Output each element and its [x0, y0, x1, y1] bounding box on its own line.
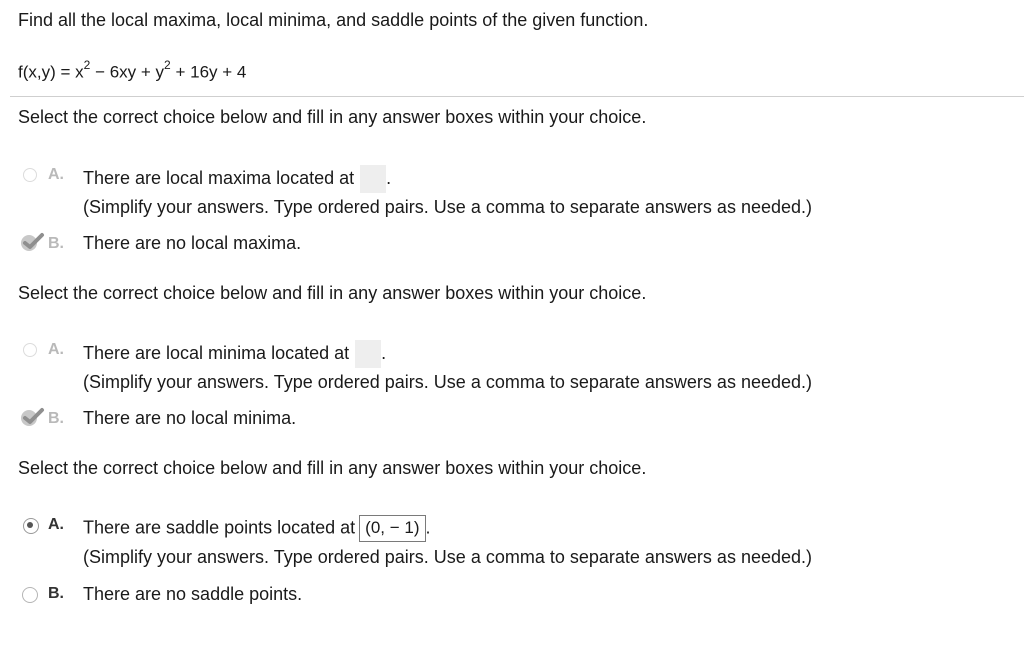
answer-box-minima[interactable] [355, 340, 381, 368]
period-saddle: . [425, 517, 431, 538]
radio-maxima-b[interactable] [20, 232, 48, 252]
period-minima: . [381, 342, 387, 363]
radio-maxima-a[interactable] [23, 168, 37, 182]
option-letter-saddle-b: B. [48, 585, 64, 602]
instruction-saddle: Select the correct choice below and fill in any answer boxes within your choice. [18, 458, 647, 478]
function-suffix: + 16y + 4 [170, 62, 247, 82]
option-text-saddle-a: There are saddle points located at [83, 517, 356, 538]
option-letter-minima-a: A. [48, 341, 64, 358]
option-maxima-a [83, 165, 391, 193]
answer-box-maxima[interactable] [360, 165, 386, 193]
option-minima-b: There are no local minima. [83, 408, 297, 428]
function-expression [18, 60, 246, 83]
option-maxima-b: There are no local maxima. [83, 233, 302, 253]
radio-minima-b[interactable] [20, 407, 48, 427]
option-text-maxima-a: There are local maxima located at [83, 167, 355, 188]
option-letter-maxima-a: A. [48, 166, 64, 183]
option-letter-minima-b: B. [48, 410, 64, 427]
option-saddle-a [83, 515, 431, 542]
option-letter-saddle-a: A. [48, 516, 64, 533]
check-icon [20, 232, 48, 252]
hint-saddle: (Simplify your answers. Type ordered pairs. Use a comma to separate answers as needed.) [83, 547, 812, 567]
radio-saddle-b[interactable] [22, 587, 38, 603]
hint-maxima: (Simplify your answers. Type ordered pairs. Use a comma to separate answers as needed.) [83, 197, 812, 217]
option-saddle-b: There are no saddle points. [83, 584, 303, 604]
exponent-x: 2 [83, 58, 91, 72]
function-prefix: f(x,y) = x [18, 62, 84, 82]
option-text-minima-a: There are local minima located at [83, 342, 350, 363]
radio-saddle-a[interactable] [23, 518, 39, 534]
option-minima-a [83, 340, 386, 368]
radio-minima-a[interactable] [23, 343, 37, 357]
option-letter-maxima-b: B. [48, 235, 64, 252]
answer-box-saddle[interactable]: (0, − 1) [359, 515, 425, 542]
period-maxima: . [386, 167, 392, 188]
hint-minima: (Simplify your answers. Type ordered pairs. Use a comma to separate answers as needed.) [83, 372, 812, 392]
divider [10, 96, 1024, 97]
check-icon [20, 407, 48, 427]
instruction-maxima: Select the correct choice below and fill in any answer boxes within your choice. [18, 107, 647, 127]
question-prompt: Find all the local maxima, local minima, and saddle points of the given function. [18, 10, 649, 30]
function-middle: − 6xy + y [90, 62, 165, 82]
instruction-minima: Select the correct choice below and fill in any answer boxes within your choice. [18, 283, 647, 303]
exponent-y: 2 [164, 58, 171, 72]
